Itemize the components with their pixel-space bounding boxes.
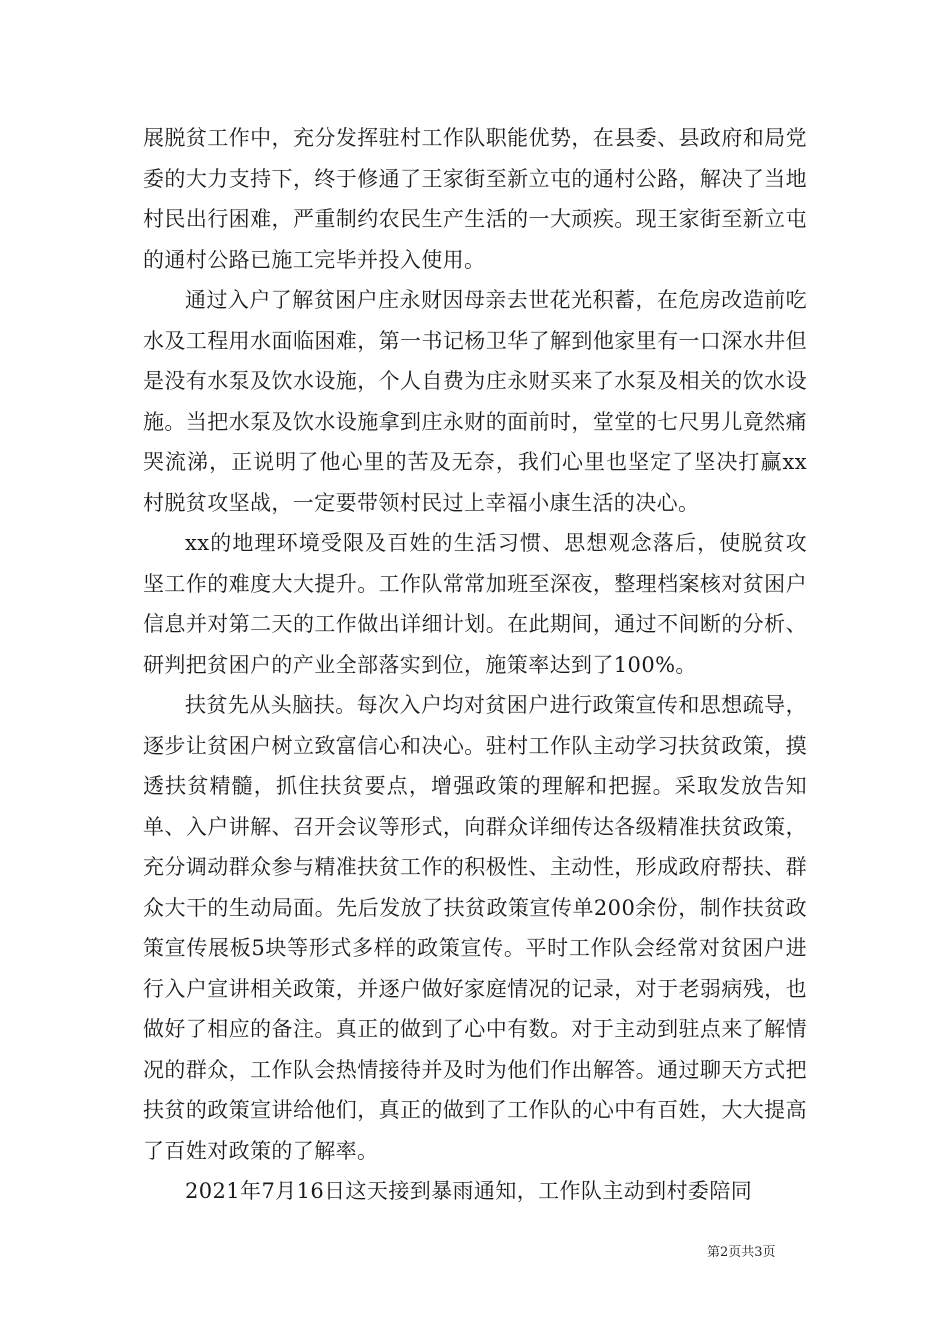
paragraph-4: 扶贫先从头脑扶。每次入户均对贫困户进行政策宣传和思想疏导，逐步让贫困户树立致富信心和决心。驻村工作队主动学习扶贫政策，摸透扶贫精髓，抓住扶贫要点，增强政策的理解和把握。采取发放告知单、入户讲解、召开会议等形式，向群众详细传达各级精准扶贫政策，充分调动群众参与精准扶贫工作的积极性、主动性，形成政府帮扶、群众大干的生动局面。先后发放了扶贫政策宣传单200余份，制作扶贫政策宣传展板5块等形式多样的政策宣传。平时工作队会经常对贫困户进行入户宣讲相关政策，并逐户做好家庭情况的记录，对于老弱病残，也做好了相应的备注。真正的做到了心中有数。对于主动到驻点来了解情况的群众，工作队会热情接待并及时为他们作出解答。通过聊天方式把扶贫的政策宣讲给他们，真正的做到了工作队的心中有百姓，大大提高了百姓对政策的了解率。 bbox=[143, 693, 807, 1163]
paragraph-3: xx的地理环境受限及百姓的生活习惯、思想观念落后，使脱贫攻坚工作的难度大大提升。工作队常常加班至深夜，整理档案核对贫困户信息并对第二天的工作做出详细计划。在此期间，通过不间断的分析、研判把贫困户的产业全部落实到位，施策率达到了100%。 bbox=[143, 531, 807, 677]
page-number-footer: 第2页共3页 bbox=[707, 1245, 776, 1260]
paragraph-5: 2021年7月16日这天接到暴雨通知，工作队主动到村委陪同 bbox=[185, 1179, 753, 1203]
document-body bbox=[143, 118, 807, 1212]
paragraph-2: 通过入户了解贫困户庄永财因母亲去世花光积蓄，在危房改造前吃水及工程用水面临困难，第一书记杨卫华了解到他家里有一口深水井但是没有水泵及饮水设施，个人自费为庄永财买来了水泵及相关的饮水设施。当把水泵及饮水设施拿到庄永财的面前时，堂堂的七尺男儿竟然痛哭流涕，正说明了他心里的苦及无奈，我们心里也坚定了坚决打赢xx村脱贫攻坚战，一定要带领村民过上幸福小康生活的决心。 bbox=[143, 288, 807, 515]
paragraph-1: 展脱贫工作中，充分发挥驻村工作队职能优势，在县委、县政府和局党委的大力支持下，终于修通了王家街至新立屯的通村公路，解决了当地村民出行困难，严重制约农民生产生活的一大顽疾。现王家街至新立屯的通村公路已施工完毕并投入使用。 bbox=[143, 126, 807, 272]
